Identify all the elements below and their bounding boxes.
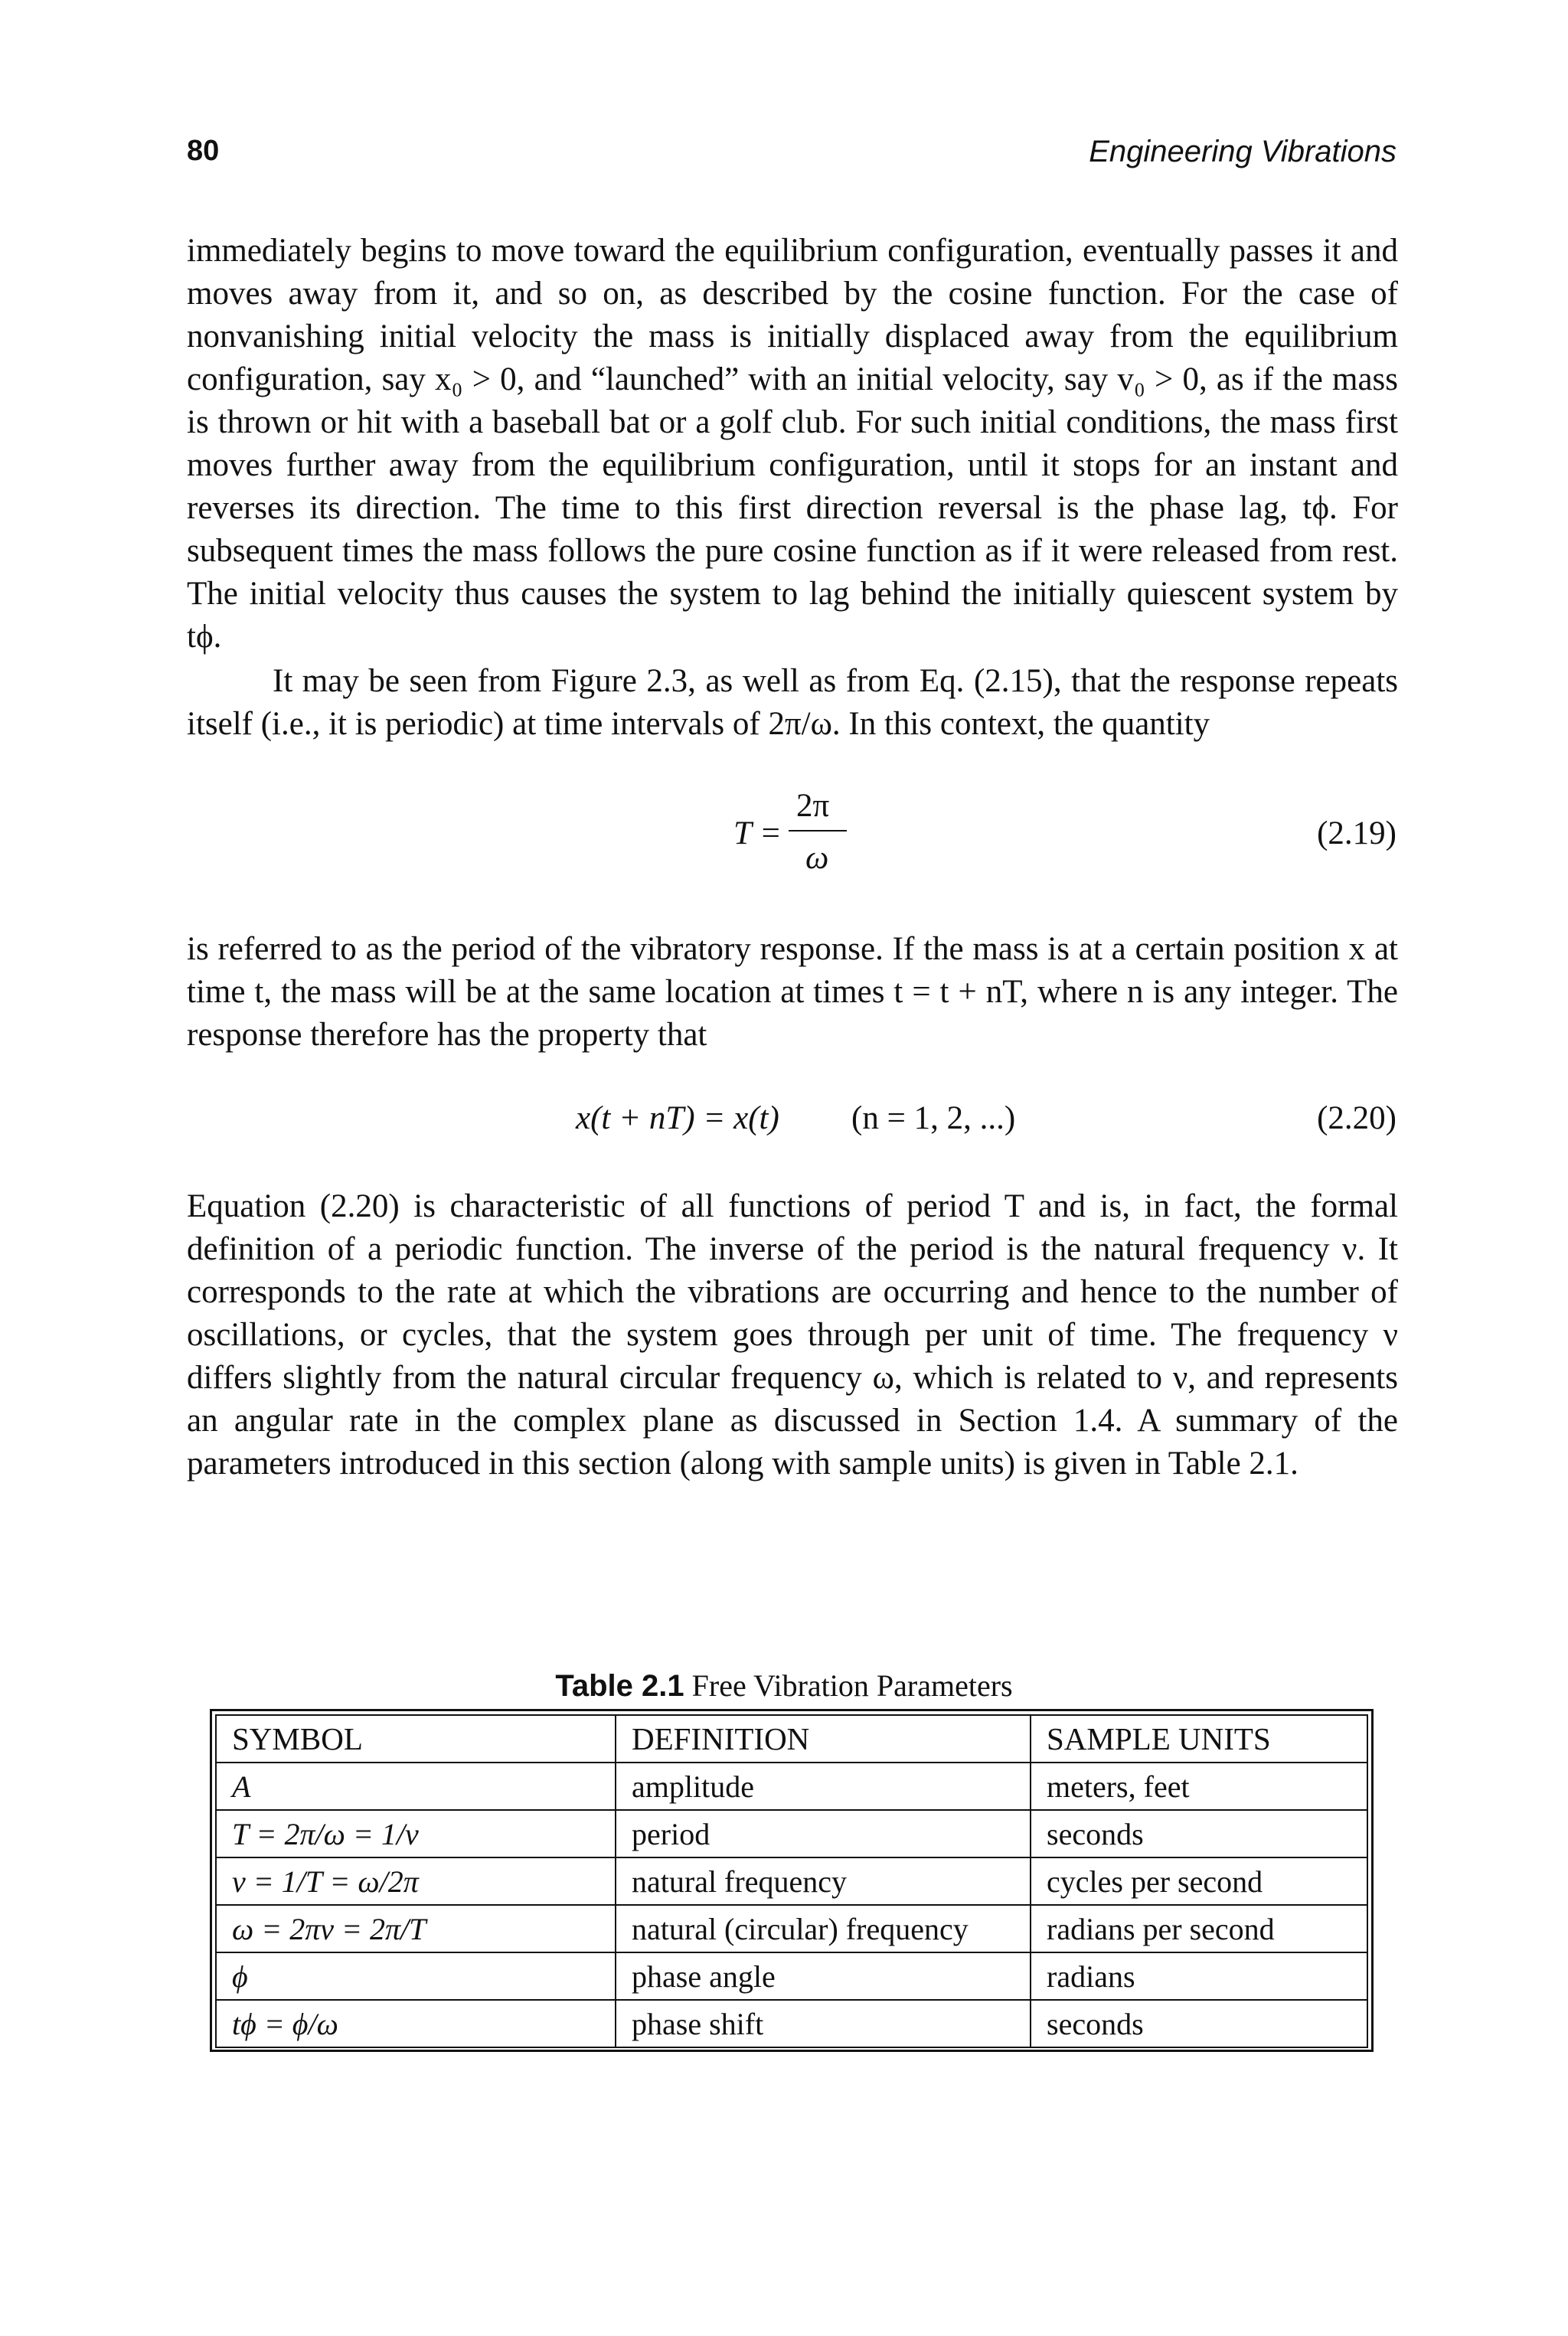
paragraph-3: is referred to as the period of the vibratory response. If the mass is at a certain position x at time t, the mass will be at the same location at times t = t + nT, where n is any integer. The response therefore has the property that (187, 931, 1398, 1053)
cell-definition: phase angle (616, 1952, 1031, 2000)
cell-symbol: ν = 1/T = ω/2π (216, 1857, 616, 1905)
cell-symbol: ω = 2πν = 2π/T (216, 1905, 616, 1952)
eq-2-20-condition: (n = 1, 2, ...) (851, 1100, 1016, 1136)
fraction-bar (789, 830, 847, 831)
cell-units: seconds (1031, 2000, 1367, 2047)
running-header-title: Engineering Vibrations (1089, 135, 1396, 168)
eq-2-19-lhs: T = (733, 815, 782, 851)
table-row (216, 1905, 1367, 1952)
paragraph-4: Equation (2.20) is characteristic of all functions of period T and is, in fact, the formal definition of a periodic function. The inverse of the period is the natural frequency ν. It corresponds to the rate at which the vibrations are occurring and hence to the number of oscillations, or cycles, that the system goes through per unit of time. The frequency ν differs slightly from the natural circular frequency ω, which is related to ν, and represents an angular rate in the complex plane as discussed in Section 1.4. A summary of the parameters introduced in this section (along with sample units) is given in Table 2.1. (187, 1188, 1398, 1482)
cell-definition: phase shift (616, 2000, 1031, 2047)
table-title: Free Vibration Parameters (691, 1668, 1013, 1703)
cell-symbol: A (216, 1763, 616, 1810)
equation-number-2-20: (2.20) (1317, 1100, 1396, 1136)
equation-number-2-19: (2.19) (1317, 815, 1396, 851)
eq-2-19-numerator: 2π (796, 788, 830, 824)
table-caption (0, 1668, 1568, 1704)
table-header-row (216, 1715, 1367, 1763)
parameters-table (210, 1709, 1374, 2052)
table-row (216, 1810, 1367, 1857)
cell-units: seconds (1031, 1810, 1367, 1857)
cell-definition: natural frequency (616, 1857, 1031, 1905)
table-label: Table 2.1 (555, 1669, 684, 1703)
paragraph-1: immediately begins to move toward the equilibrium configuration, eventually passes it and moves away from it, and so on, as described by the cosine function. For the case of nonvanishing initial velocity the mass is initially displaced away from the equilibrium configuration, say x₀ > 0, and “launched” with an initial velocity, say v₀ > 0, as if the mass is thrown or hit with a baseball bat or a golf club. For such initial conditions, the mass first moves further away from the equilibrium configuration, until it stops for an instant and reverses its direction. The time to this first direction reversal is the phase lag, tϕ. For subsequent times the mass follows the pure cosine function as if it were released from rest. The initial velocity thus causes the system to lag behind the initially quiescent system by tϕ. (187, 233, 1398, 655)
cell-definition: period (616, 1810, 1031, 1857)
header-sample-units: SAMPLE UNITS (1031, 1715, 1367, 1763)
paragraph-2: It may be seen from Figure 2.3, as well as from Eq. (2.15), that the response repeats itself (i.e., it is periodic) at time intervals of 2π/ω. In this context, the quantity (187, 663, 1398, 742)
cell-units: meters, feet (1031, 1763, 1367, 1810)
cell-units: radians per second (1031, 1905, 1367, 1952)
page-number: 80 (187, 135, 220, 167)
cell-units: cycles per second (1031, 1857, 1367, 1905)
table-row (216, 1857, 1367, 1905)
cell-symbol: T = 2π/ω = 1/ν (216, 1810, 616, 1857)
cell-units: radians (1031, 1952, 1367, 2000)
cell-symbol: tϕ = ϕ/ω (216, 2000, 616, 2047)
eq-2-20-expression: x(t + nT) = x(t) (576, 1100, 779, 1136)
header-definition: DEFINITION (616, 1715, 1031, 1763)
table-row (216, 1763, 1367, 1810)
header-symbol: SYMBOL (216, 1715, 616, 1763)
cell-definition: amplitude (616, 1763, 1031, 1810)
cell-definition: natural (circular) frequency (616, 1905, 1031, 1952)
cell-symbol: ϕ (216, 1952, 616, 2000)
table-row (216, 2000, 1367, 2047)
eq-2-19-denominator: ω (805, 840, 829, 876)
table-row (216, 1952, 1367, 2000)
